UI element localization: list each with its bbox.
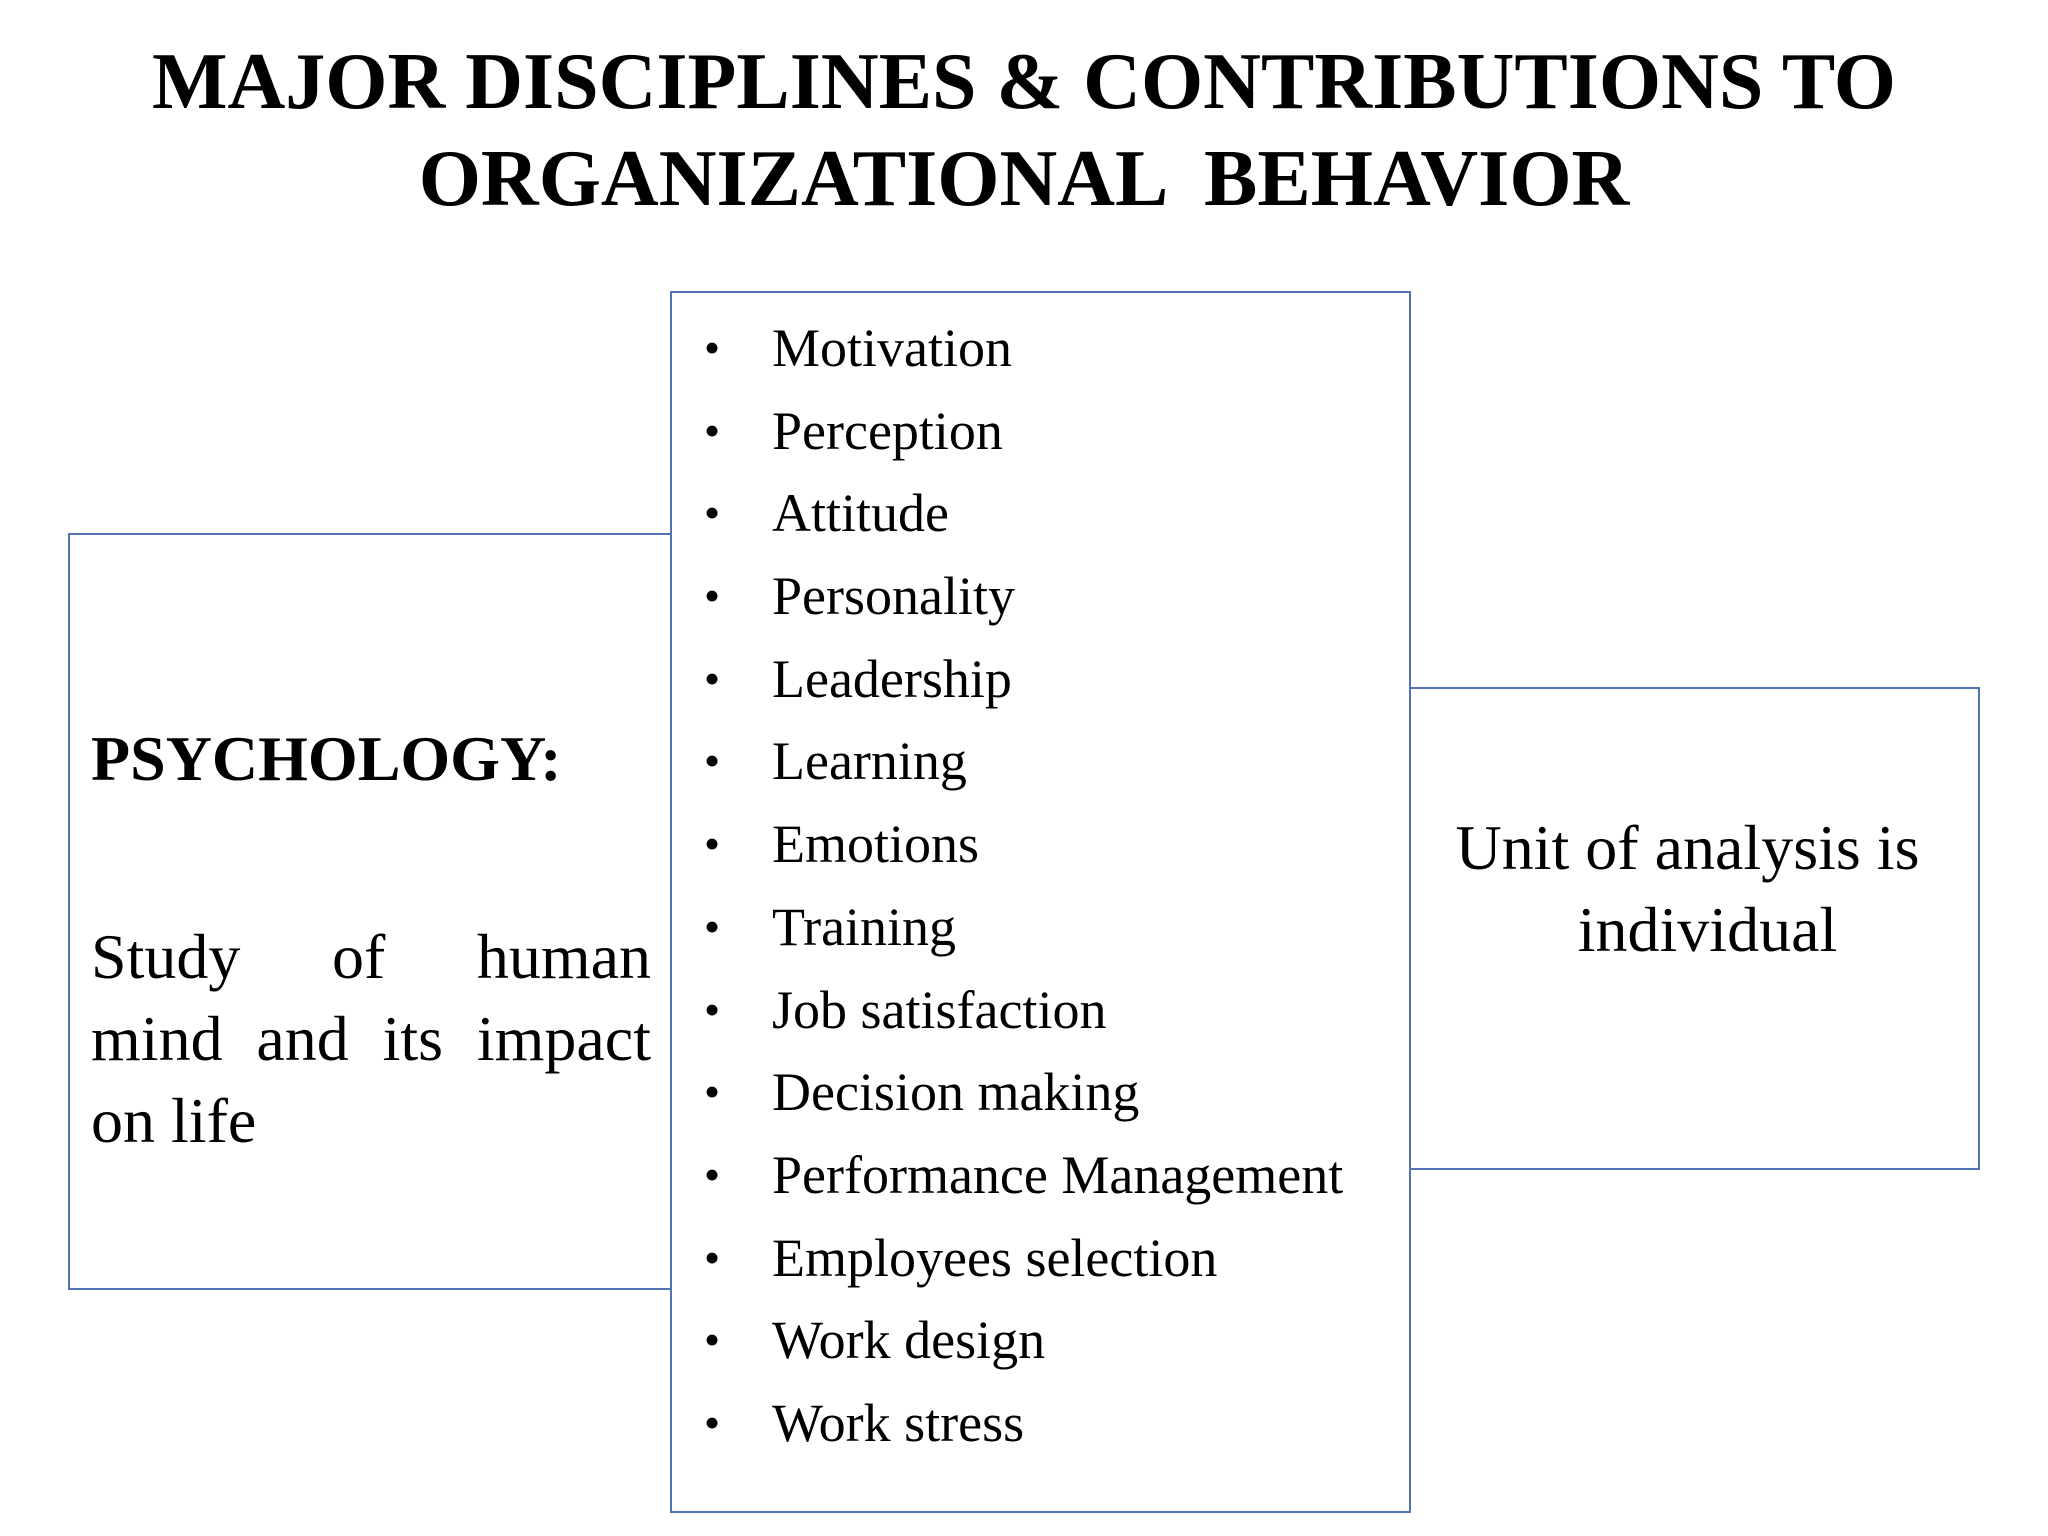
bullet-icon: •: [703, 818, 721, 870]
topic-label: Decision making: [772, 1062, 1140, 1123]
list-item: [672, 1382, 1409, 1465]
list-item: [672, 1134, 1409, 1217]
discipline-description: [91, 916, 651, 1162]
topics-box: [670, 291, 1411, 1513]
discipline-heading: PSYCHOLOGY:: [91, 723, 562, 794]
topic-label: Perception: [772, 400, 1003, 461]
topic-label: Job satisfaction: [772, 979, 1107, 1040]
description-word: human: [476, 921, 651, 992]
bullet-icon: •: [703, 900, 721, 952]
description-word: Study: [91, 921, 241, 992]
description-line-2: [91, 998, 651, 1080]
list-item: [672, 1217, 1409, 1300]
list-item: [672, 886, 1409, 969]
unit-of-analysis-box: [1395, 687, 1980, 1170]
topic-label: Motivation: [772, 318, 1012, 378]
bullet-icon: •: [703, 983, 721, 1035]
description-word: its: [382, 1003, 444, 1074]
description-word: and: [256, 1003, 349, 1074]
description-line-3: on life: [91, 1085, 257, 1156]
topic-label: Attitude: [772, 483, 949, 544]
bullet-icon: •: [703, 652, 721, 704]
description-word: of: [331, 921, 386, 992]
unit-of-analysis-text: [1397, 807, 1978, 971]
list-item: [672, 307, 1409, 390]
title-line-2: ORGANIZATIONAL BEHAVIOR: [418, 135, 1630, 223]
unit-of-analysis-line-1: Unit of analysis is: [1455, 812, 1920, 883]
topic-label: Leadership: [772, 648, 1012, 709]
bullet-icon: •: [703, 1314, 721, 1366]
discipline-box: [68, 533, 686, 1290]
topic-label: Work stress: [772, 1392, 1025, 1453]
list-item: [672, 803, 1409, 886]
topic-label: Work design: [772, 1310, 1046, 1371]
bullet-icon: •: [703, 404, 721, 456]
bullet-icon: •: [703, 570, 721, 622]
topics-list: [672, 307, 1409, 1465]
bullet-icon: •: [703, 735, 721, 787]
topic-label: Performance Management: [772, 1144, 1344, 1205]
bullet-icon: •: [703, 1396, 721, 1448]
list-item: [672, 638, 1409, 721]
list-item: [672, 555, 1409, 638]
bullet-icon: •: [703, 1148, 721, 1200]
title-line-1: MAJOR DISCIPLINES & CONTRIBUTIONS TO: [151, 38, 1897, 126]
bullet-icon: •: [703, 487, 721, 539]
list-item: [672, 969, 1409, 1052]
unit-of-analysis-line-2: individual: [1577, 894, 1838, 965]
list-item: [672, 390, 1409, 473]
list-item: [672, 720, 1409, 803]
topic-label: Learning: [772, 731, 967, 792]
bullet-icon: •: [703, 1066, 721, 1118]
topic-label: Employees selection: [772, 1227, 1218, 1288]
page-title: [0, 34, 2048, 228]
description-word: impact: [476, 1003, 651, 1074]
list-item: [672, 1299, 1409, 1382]
list-item: [672, 472, 1409, 555]
topic-label: Training: [772, 896, 957, 957]
bullet-icon: •: [703, 322, 721, 373]
list-item: [672, 1051, 1409, 1134]
bullet-icon: •: [703, 1231, 721, 1283]
topic-label: Personality: [772, 566, 1015, 627]
description-line-1: [91, 916, 651, 998]
description-word: mind: [91, 1003, 223, 1074]
topic-label: Emotions: [772, 814, 980, 875]
